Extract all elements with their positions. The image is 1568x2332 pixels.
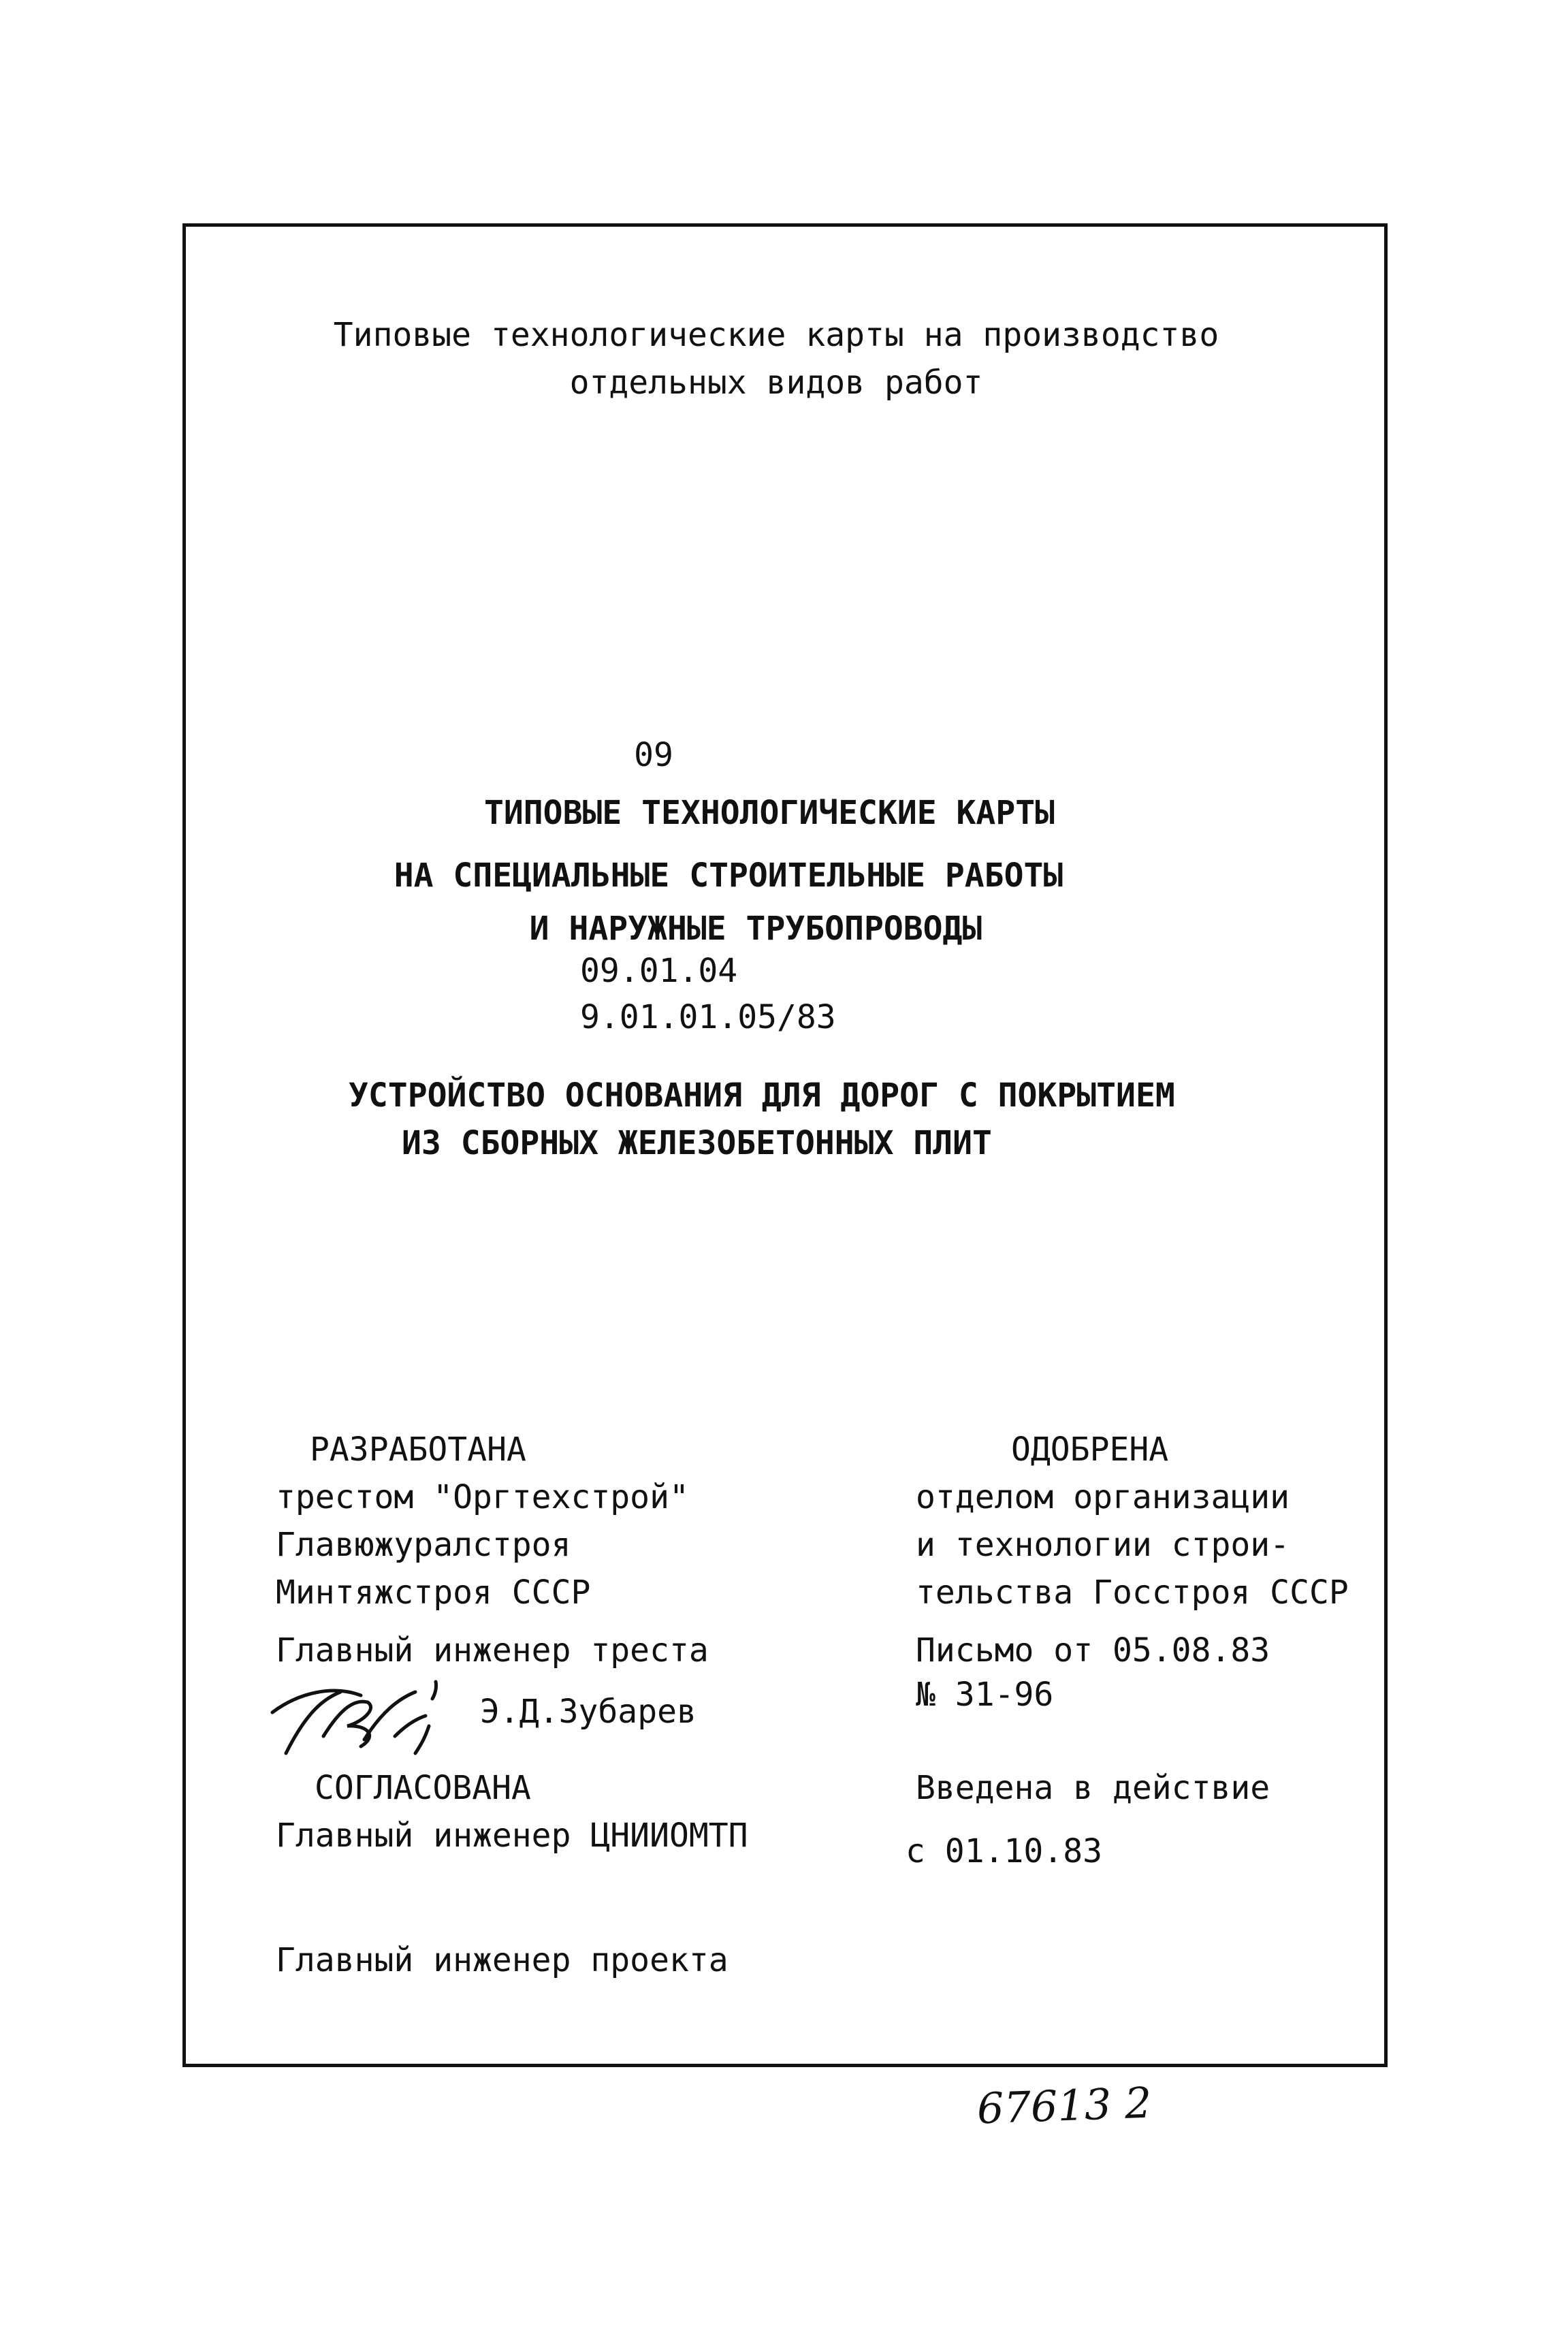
section-title-line-2: НА СПЕЦИАЛЬНЫЕ СТРОИТЕЛЬНЫЕ РАБОТЫ (394, 857, 1063, 895)
developed-name: Э.Д.Зубарев (480, 1693, 697, 1731)
signature-image (259, 1672, 456, 1774)
approved-heading: ОДОБРЕНА (1011, 1431, 1169, 1469)
approved-letter: Письмо от 05.08.83 (916, 1631, 1270, 1670)
developed-line-1: трестом "Оргтехстрой" (276, 1478, 689, 1516)
developed-heading: РАЗРАБОТАНА (310, 1431, 526, 1469)
approved-line-2: и технологии строи- (916, 1526, 1290, 1564)
developed-chief: Главный инженер треста (276, 1631, 709, 1670)
approved-line-1: отделом организации (916, 1478, 1290, 1516)
developed-line-2: Главюжуралстроя (276, 1526, 571, 1564)
project-chief-line: Главный инженер проекта (276, 1941, 729, 1979)
header-line-2: отдельных видов работ (569, 364, 983, 402)
section-number: 09 (634, 736, 673, 774)
section-code-2: 9.01.01.05/83 (580, 998, 836, 1036)
header-line-1: Типовые технологические карты на производство (333, 316, 1219, 354)
subject-line-1: УСТРОЙСТВО ОСНОВАНИЯ ДЛЯ ДОРОГ С ПОКРЫТИЕМ (349, 1076, 1175, 1115)
enacted-line-2: с 01.10.83 (906, 1832, 1102, 1870)
agreed-heading: СОГЛАСОВАНА (315, 1769, 531, 1807)
section-code-1: 09.01.04 (580, 952, 738, 990)
approved-number: № 31-96 (916, 1676, 1054, 1714)
enacted-line-1: Введена в действие (916, 1769, 1270, 1807)
approved-line-3: тельства Госстроя СССР (916, 1574, 1349, 1612)
handwritten-page-note: 67613 2 (976, 2077, 1153, 2134)
agreed-line-1: Главный инженер ЦНИИОМТП (276, 1817, 748, 1855)
section-title-line-1: ТИПОВЫЕ ТЕХНОЛОГИЧЕСКИЕ КАРТЫ (483, 794, 1055, 832)
section-title-line-3: И НАРУЖНЫЕ ТРУБОПРОВОДЫ (529, 910, 982, 948)
subject-line-2: ИЗ СБОРНЫХ ЖЕЛЕЗОБЕТОННЫХ ПЛИТ (402, 1124, 992, 1162)
developed-line-3: Минтяжстроя СССР (276, 1574, 591, 1612)
